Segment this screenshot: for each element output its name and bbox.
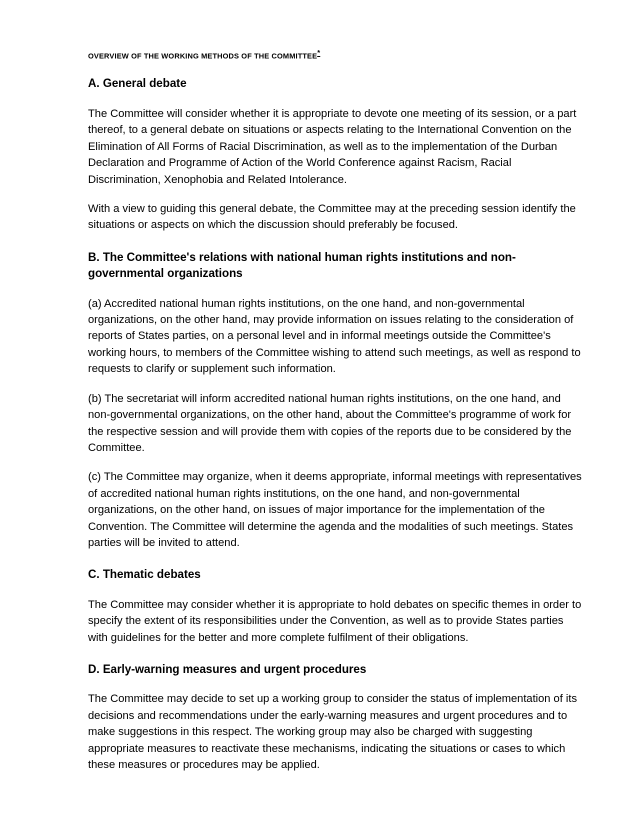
document-header-text: OVERVIEW OF THE WORKING METHODS OF THE COMMITTEE [88, 51, 318, 61]
section-d-paragraph-1: The Committee may decide to set up a working group to consider the status of implementation of its decisions and recommendations under the early-warning measures and urgent procedures and to make suggestions in this respect. The working group may also be charged with suggesting appropriate measures to reactivate these mechanisms, indicating the situations or cases to which these measures or procedures may be applied. [88, 693, 577, 772]
section-heading-a: A. General debate [88, 77, 187, 91]
section-heading-b: B. The Committee's relations with national human rights institutions and non-governmental organizations [88, 250, 516, 281]
footnote-marker[interactable]: * [317, 48, 321, 57]
section-heading-c: C. Thematic debates [88, 568, 201, 582]
document-header [88, 48, 586, 60]
section-a-paragraph-2: With a view to guiding this general debate, the Committee may at the preceding session identify the situations or aspects on which the discussion should preferably be focused. [88, 202, 576, 232]
section-a-paragraph-1: The Committee will consider whether it is appropriate to devote one meeting of its session, or a part thereof, to a general debate on situations or aspects relating to the International Convention on the Elimination of All Forms of Racial Discrimination, as well as to the implementation of the Durban Declaration and Programme of Action of the World Conference against Racism, Racial Discrimination, Xenophobia and Related Intolerance. [88, 107, 577, 186]
section-b-paragraph-a: (a) Accredited national human rights institutions, on the one hand, and non-governmental organizations, on the other hand, may provide information on issues relating to the consideration of reports of States parties, on a personal level and in informal meetings outside the Committee's working hours, to members of the Committee wishing to attend such meetings, as well as respond to requests to clarify or supplement such information. [88, 297, 581, 376]
section-b-paragraph-b: (b) The secretariat will inform accredited national human rights institutions, on the one hand, and non-governmental organizations, on the other hand, about the Committee's programme of work for the respective session and will provide them with copies of the reports due to be considered by the Committee. [88, 392, 572, 454]
section-heading-d: D. Early-warning measures and urgent procedures [88, 663, 367, 677]
section-b-paragraph-c: (c) The Committee may organize, when it deems appropriate, informal meetings with representatives of accredited national human rights institutions, on the one hand, and non-governmental organizations, on the other hand, on issues of major importance for the implementation of the Convention. The Committee will determine the agenda and the modalities of such meetings. States parties will be invited to attend. [88, 471, 582, 549]
section-c-paragraph-1: The Committee may consider whether it is appropriate to hold debates on specific themes in order to specify the extent of its responsibilities under the Convention, as well as to provide States parties with guidelines for the better and more complete fulfilment of their obligations. [88, 598, 582, 644]
